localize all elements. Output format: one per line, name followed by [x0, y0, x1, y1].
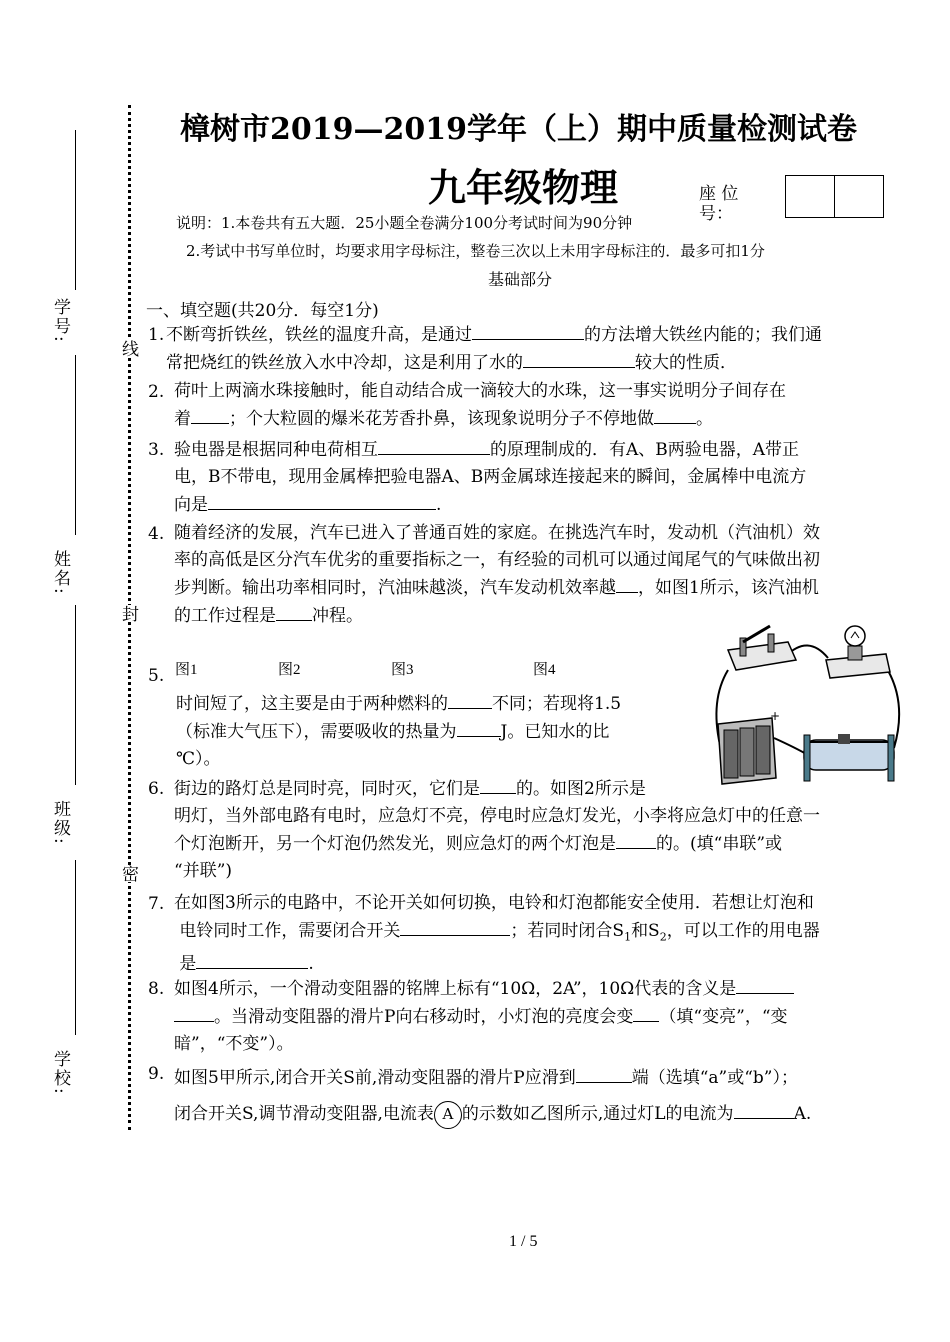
svg-text:+: +	[770, 709, 781, 723]
q1-blank-1[interactable]	[472, 321, 584, 340]
q3-blank-1[interactable]	[378, 436, 490, 455]
q4-text: 随着经济的发展，汽车已进入了普通百姓的家庭。在挑选汽车时，发动机（汽油机）效 率的高低是区分汽车优劣的重要指标之一，有经验的司机可以通过闻尾气的气味做出初 步判断。输出功率相同时，汽油味越淡，汽车发动机效率越 ，如图1所示，该汽油机 的工作过程是 冲程。	[174, 523, 820, 626]
q7-text: 在如图3所示的电路中，不论开关如何切换，电铃和灯泡都能安全使用．若想让灯泡和 电铃同时工作，需要闭合开关 ；若同时闭合$S_1$和$S_2$，可以工作的用电器 是 .	[174, 893, 820, 975]
fig-4-label: 图4	[533, 662, 556, 678]
ammeter-icon: A	[434, 1101, 462, 1129]
q6-blank-1[interactable]	[480, 775, 516, 794]
q2-text: 荷叶上两滴水珠接触时，能自动结合成一滴较大的水珠，这一事实说明分子间存在 着 ；个大粒圆的爆米花芳香扑鼻，该现象说明分子不停地做 。	[174, 381, 786, 429]
fig-2-label: 图2	[278, 662, 301, 678]
class-label: 班级:	[50, 800, 70, 846]
q8-blank-1b[interactable]	[174, 1003, 214, 1022]
q1-number: 1.	[148, 325, 165, 345]
section-1-heading: 一、填空题(共20分．每空1分)	[146, 301, 379, 321]
q4-blank-1[interactable]	[616, 574, 638, 593]
q8-blank-2[interactable]	[633, 1003, 659, 1022]
exam-subtitle: 九年级物理	[428, 165, 619, 210]
binding-line-3	[75, 605, 76, 785]
q3-text: 验电器是根据同种电荷相互 的原理制成的．有A、B两验电器，A带正 电，B不带电，现用金属棒把验电器A、B两金属球连接起来的瞬间，金属棒中电流方 向是 .	[174, 436, 904, 519]
q9-text: 如图5甲所示,闭合开关S前,滑动变阻器的滑片P应滑到 端（选填“a”或“b”）； 闭合开关S,调节滑动变阻器,电流表 A 的示数如乙图所示,通过灯L的电流为 A.	[174, 1060, 914, 1132]
switch-icon	[728, 626, 796, 670]
cut-mark-seal: 封	[116, 605, 141, 622]
exam-title: 樟树市2019—2019学年（上）期中质量检测试卷	[180, 112, 857, 147]
battery-icon	[718, 709, 780, 784]
q6-text: 街边的路灯总是同时亮，同时灭，它们是 的。如图2所示是 明灯，当外部电路有电时，应急灯不亮，停电时应急灯发光，小李将应急灯中的任意一 个灯泡断开，另一个灯泡仍然发光，则应急灯的两个灯泡是 的。(填“串联”或 “并联”)	[174, 775, 914, 885]
seat-number-box[interactable]	[785, 175, 884, 218]
q7-blank-2[interactable]	[196, 950, 308, 969]
q8-blank-1a[interactable]	[736, 975, 794, 994]
cut-mark-secret: 密	[116, 865, 141, 882]
q4-blank-2[interactable]	[276, 602, 312, 621]
instructions-2: 2.考试中书写单位时，均要求用字母标注，整卷三次以上未用字母标注的．最多可扣1分	[186, 242, 765, 260]
q1-blank-2[interactable]	[523, 349, 635, 368]
fig-3-label: 图3	[391, 662, 414, 678]
seat-box-divider	[834, 176, 835, 217]
cut-mark-line: 线	[116, 340, 141, 357]
q3-number: 3.	[148, 440, 165, 460]
q9-number: 9.	[148, 1064, 165, 1084]
q5-blank-1[interactable]	[448, 690, 492, 709]
seat-number-label: 座 位 号：	[699, 184, 739, 224]
q9-blank-1[interactable]	[576, 1064, 632, 1083]
binding-line-2	[75, 355, 76, 535]
circuit-figure	[708, 620, 906, 786]
school-label: 学校:	[50, 1050, 70, 1096]
q4-number: 4.	[148, 524, 165, 544]
instructions-1: 说明：1.本卷共有五大题．25小题全卷满分100分考试时间为90分钟	[176, 214, 633, 232]
q7-blank-1[interactable]	[400, 917, 510, 936]
binding-line-1	[75, 130, 76, 290]
binding-line-4	[75, 860, 76, 1035]
q5-number: 5.	[148, 666, 165, 686]
q2-blank-1[interactable]	[191, 405, 229, 424]
q5-blank-2[interactable]	[457, 718, 501, 737]
light-bulb-icon	[826, 626, 890, 678]
student-id-label: 学号:	[50, 298, 70, 344]
q3-blank-2[interactable]	[208, 491, 436, 510]
part-heading: 基础部分	[488, 270, 553, 289]
q2-blank-2[interactable]	[654, 405, 696, 424]
q2-number: 2.	[148, 382, 165, 402]
q7-number: 7.	[148, 894, 165, 914]
fig-1-label: 图1	[175, 662, 198, 678]
q6-number: 6.	[148, 779, 165, 799]
rheostat-icon	[804, 734, 894, 781]
q9-blank-2[interactable]	[734, 1100, 794, 1119]
q8-text: 如图4所示，一个滑动变阻器的铭牌上标有“10Ω，2A”，10Ω代表的含义是 。当滑动变阻器的滑片P向右移动时，小灯泡的亮度会变 （填“变亮”，“变 暗”，“不变”）。	[174, 975, 914, 1058]
q5-text: 时间短了，这主要是由于两种燃料的 不同；若现将1.5 （标准大气压下），需要吸收的热量为 J。已知水的比 ℃）。	[176, 690, 706, 773]
name-label: 姓名:	[50, 550, 70, 596]
q6-blank-2[interactable]	[616, 830, 656, 849]
page-number: 1 / 5	[509, 1233, 538, 1250]
q8-number: 8.	[148, 979, 165, 999]
q1-text: 不断弯折铁丝，铁丝的温度升高，是通过 的方法增大铁丝内能的；我们通 常把烧红的铁丝放入水中冷却，这是利用了水的 较大的性质．	[166, 321, 906, 377]
